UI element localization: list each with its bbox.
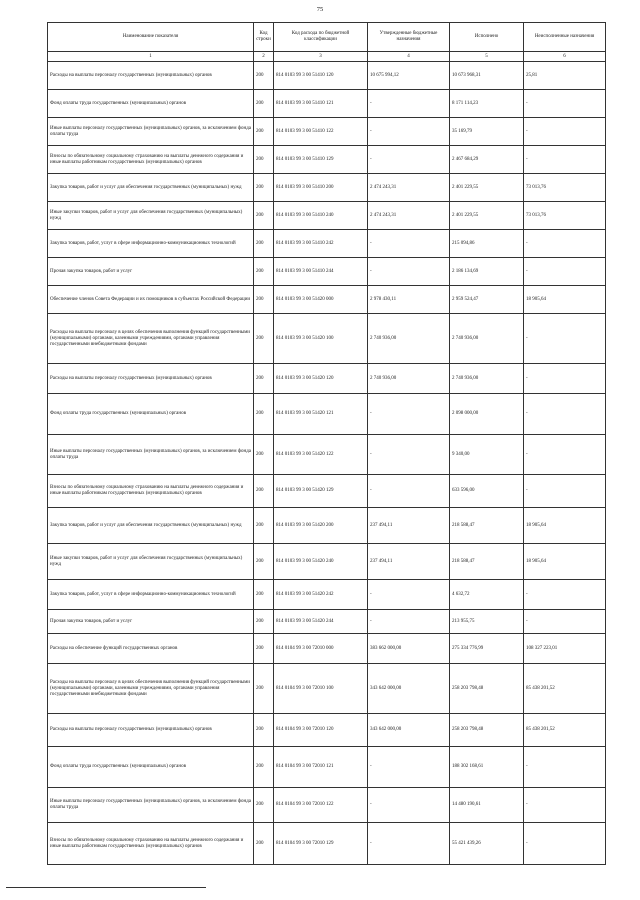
header-executed: Исполнено [450, 23, 524, 52]
indicator-name-cell: Взносы по обязательному социальному страхованию на выплаты денежного содержания и иные выплаты работникам государственных (муниципальных) органов [48, 475, 254, 508]
line-code-cell: 200 [254, 286, 274, 314]
line-code-cell: 200 [254, 475, 274, 508]
approved-amount-cell: - [368, 747, 450, 788]
table-row [48, 580, 606, 610]
expense-code-cell: 814 0103 99 3 00 51420 120 [274, 364, 368, 394]
expense-code-cell: 814 0103 99 3 00 51410 129 [274, 146, 368, 174]
executed-amount-cell: 55 421 439,26 [450, 823, 524, 865]
executed-amount-cell: 2 098 000,00 [450, 394, 524, 435]
executed-amount-cell: 258 203 798,48 [450, 714, 524, 747]
line-code-cell: 200 [254, 258, 274, 286]
executed-amount-cell: 10 673 968,31 [450, 62, 524, 90]
column-number: 3 [274, 52, 368, 62]
table-row [48, 634, 606, 664]
indicator-name-cell: Иные выплаты персоналу государственных (муниципальных) органов, за исключением фонда оплаты труда [48, 435, 254, 475]
table-row [48, 544, 606, 580]
approved-amount-cell: - [368, 823, 450, 865]
executed-amount-cell: 2 401 229,55 [450, 202, 524, 230]
executed-amount-cell: 2 401 229,55 [450, 174, 524, 202]
table-row [48, 202, 606, 230]
unexecuted-amount-cell: 18 905,64 [524, 508, 606, 544]
approved-amount-cell: - [368, 610, 450, 634]
unexecuted-amount-cell: - [524, 118, 606, 146]
table-row [48, 146, 606, 174]
executed-amount-cell: 2 740 936,00 [450, 364, 524, 394]
approved-amount-cell: 343 642 000,00 [368, 664, 450, 714]
expense-code-cell: 814 0103 99 3 00 51410 120 [274, 62, 368, 90]
line-code-cell: 200 [254, 544, 274, 580]
approved-amount-cell: - [368, 435, 450, 475]
executed-amount-cell: 2 740 936,00 [450, 314, 524, 364]
approved-amount-cell: 2 474 243,31 [368, 202, 450, 230]
page-number: 75 [316, 6, 324, 13]
table-row [48, 823, 606, 865]
expense-code-cell: 814 0103 99 3 00 51420 100 [274, 314, 368, 364]
line-code-cell: 200 [254, 118, 274, 146]
table-row [48, 747, 606, 788]
expense-code-cell: 814 0103 99 3 00 51410 244 [274, 258, 368, 286]
executed-amount-cell: 213 955,75 [450, 610, 524, 634]
indicator-name-cell: Взносы по обязательному социальному страхованию на выплаты денежного содержания и иные выплаты работникам государственных (муниципальных) органов [48, 146, 254, 174]
executed-amount-cell: 258 203 798,48 [450, 664, 524, 714]
approved-amount-cell: 383 662 000,00 [368, 634, 450, 664]
table-row [48, 435, 606, 475]
executed-amount-cell: 35 169,79 [450, 118, 524, 146]
column-number-row [48, 52, 606, 62]
line-code-cell: 200 [254, 580, 274, 610]
table-row [48, 788, 606, 823]
indicator-name-cell: Расходы на обеспечение функций государственных органов [48, 634, 254, 664]
indicator-name-cell: Прочая закупка товаров, работ и услуг [48, 610, 254, 634]
approved-amount-cell: - [368, 258, 450, 286]
executed-amount-cell: 2 186 134,69 [450, 258, 524, 286]
line-code-cell: 200 [254, 146, 274, 174]
executed-amount-cell: 8 171 114,23 [450, 90, 524, 118]
unexecuted-amount-cell: - [524, 314, 606, 364]
executed-amount-cell: 218 588,47 [450, 508, 524, 544]
executed-amount-cell: 2 467 684,29 [450, 146, 524, 174]
approved-amount-cell: - [368, 475, 450, 508]
approved-amount-cell: 237 494,11 [368, 544, 450, 580]
approved-amount-cell: 2 740 936,00 [368, 364, 450, 394]
line-code-cell: 200 [254, 314, 274, 364]
approved-amount-cell: 2 978 430,11 [368, 286, 450, 314]
indicator-name-cell: Взносы по обязательному социальному страхованию на выплаты денежного содержания и иные выплаты работникам государственных (муниципальных) органов [48, 823, 254, 865]
expense-code-cell: 814 0103 99 3 00 51410 242 [274, 230, 368, 258]
unexecuted-amount-cell: 108 327 223,01 [524, 634, 606, 664]
executed-amount-cell: 9 340,00 [450, 435, 524, 475]
column-number: 2 [254, 52, 274, 62]
line-code-cell: 200 [254, 230, 274, 258]
unexecuted-amount-cell: 85 438 201,52 [524, 714, 606, 747]
indicator-name-cell: Расходы на выплаты персоналу в целях обеспечения выполнения функций государственными (муниципальными) органами, казенными учреждениями, органами управления государственными внебюджетными фондами [48, 664, 254, 714]
approved-amount-cell: 237 494,11 [368, 508, 450, 544]
executed-amount-cell: 2 959 524,47 [450, 286, 524, 314]
indicator-name-cell: Иные закупки товаров, работ и услуг для обеспечения государственных (муниципальных) нужд [48, 202, 254, 230]
line-code-cell: 200 [254, 634, 274, 664]
unexecuted-amount-cell: - [524, 823, 606, 865]
indicator-name-cell: Иные закупки товаров, работ и услуг для обеспечения государственных (муниципальных) нужд [48, 544, 254, 580]
table-row [48, 90, 606, 118]
unexecuted-amount-cell: - [524, 90, 606, 118]
line-code-cell: 200 [254, 364, 274, 394]
approved-amount-cell: - [368, 580, 450, 610]
approved-amount-cell: - [368, 146, 450, 174]
table-row [48, 508, 606, 544]
executed-amount-cell: 633 596,00 [450, 475, 524, 508]
header-expense-code: Код расхода по бюджетной классификации [274, 23, 368, 52]
line-code-cell: 200 [254, 508, 274, 544]
indicator-name-cell: Фонд оплаты труда государственных (муниципальных) органов [48, 747, 254, 788]
indicator-name-cell: Прочая закупка товаров, работ и услуг [48, 258, 254, 286]
indicator-name-cell: Обеспечение членов Совета Федерации и их помощников в субъектах Российской Федерации [48, 286, 254, 314]
expense-code-cell: 814 0104 99 3 00 72010 100 [274, 664, 368, 714]
column-number: 5 [450, 52, 524, 62]
header-unexecuted: Неисполненные назначения [524, 23, 606, 52]
unexecuted-amount-cell: 18 905,64 [524, 286, 606, 314]
expense-code-cell: 814 0103 99 3 00 51410 121 [274, 90, 368, 118]
header-row [48, 23, 606, 52]
budget-execution-table [47, 22, 606, 865]
line-code-cell: 200 [254, 823, 274, 865]
table-body [48, 62, 606, 865]
expense-code-cell: 814 0103 99 3 00 51410 240 [274, 202, 368, 230]
table-row [48, 174, 606, 202]
indicator-name-cell: Закупка товаров, работ, услуг в сфере информационно-коммуникационных технологий [48, 580, 254, 610]
indicator-name-cell: Закупка товаров, работ и услуг для обеспечения государственных (муниципальных) нужд [48, 508, 254, 544]
unexecuted-amount-cell: - [524, 258, 606, 286]
header-line-code: Код строки [254, 23, 274, 52]
executed-amount-cell: 188 302 168,61 [450, 747, 524, 788]
expense-code-cell: 814 0103 99 3 00 51410 122 [274, 118, 368, 146]
indicator-name-cell: Закупка товаров, работ, услуг в сфере информационно-коммуникационных технологий [48, 230, 254, 258]
expense-code-cell: 814 0103 99 3 00 51420 121 [274, 394, 368, 435]
approved-amount-cell: 10 675 994,12 [368, 62, 450, 90]
unexecuted-amount-cell: - [524, 610, 606, 634]
table-row [48, 118, 606, 146]
line-code-cell: 200 [254, 788, 274, 823]
expense-code-cell: 814 0104 99 3 00 72010 120 [274, 714, 368, 747]
expense-code-cell: 814 0103 99 3 00 51420 122 [274, 435, 368, 475]
unexecuted-amount-cell: 18 905,64 [524, 544, 606, 580]
expense-code-cell: 814 0103 99 3 00 51420 200 [274, 508, 368, 544]
expense-code-cell: 814 0103 99 3 00 51420 129 [274, 475, 368, 508]
executed-amount-cell: 14 480 190,61 [450, 788, 524, 823]
indicator-name-cell: Фонд оплаты труда государственных (муниципальных) органов [48, 394, 254, 435]
expense-code-cell: 814 0103 99 3 00 51420 240 [274, 544, 368, 580]
unexecuted-amount-cell: 85 438 201,52 [524, 664, 606, 714]
table-row [48, 475, 606, 508]
header-approved: Утвержденные бюджетные назначения [368, 23, 450, 52]
executed-amount-cell: 215 094,86 [450, 230, 524, 258]
unexecuted-amount-cell: - [524, 747, 606, 788]
indicator-name-cell: Расходы на выплаты персоналу государственных (муниципальных) органов [48, 62, 254, 90]
indicator-name-cell: Иные выплаты персоналу государственных (муниципальных) органов, за исключением фонда оплаты труда [48, 788, 254, 823]
line-code-cell: 200 [254, 202, 274, 230]
line-code-cell: 200 [254, 664, 274, 714]
expense-code-cell: 814 0103 99 3 00 51420 242 [274, 580, 368, 610]
table-row [48, 258, 606, 286]
indicator-name-cell: Фонд оплаты труда государственных (муниципальных) органов [48, 90, 254, 118]
approved-amount-cell: 343 642 000,00 [368, 714, 450, 747]
executed-amount-cell: 218 588,47 [450, 544, 524, 580]
unexecuted-amount-cell: - [524, 146, 606, 174]
expense-code-cell: 814 0104 99 3 00 72010 121 [274, 747, 368, 788]
expense-code-cell: 814 0104 99 3 00 72010 000 [274, 634, 368, 664]
unexecuted-amount-cell: 73 013,76 [524, 174, 606, 202]
approved-amount-cell: 2 474 243,31 [368, 174, 450, 202]
table-row [48, 364, 606, 394]
unexecuted-amount-cell: - [524, 364, 606, 394]
table-row [48, 62, 606, 90]
expense-code-cell: 814 0103 99 3 00 51410 200 [274, 174, 368, 202]
table-row [48, 286, 606, 314]
table-row [48, 714, 606, 747]
unexecuted-amount-cell: - [524, 394, 606, 435]
executed-amount-cell: 4 632,72 [450, 580, 524, 610]
indicator-name-cell: Закупка товаров, работ и услуг для обеспечения государственных (муниципальных) нужд [48, 174, 254, 202]
approved-amount-cell: - [368, 394, 450, 435]
column-number: 1 [48, 52, 254, 62]
unexecuted-amount-cell: - [524, 435, 606, 475]
approved-amount-cell: - [368, 230, 450, 258]
indicator-name-cell: Расходы на выплаты персоналу государственных (муниципальных) органов [48, 714, 254, 747]
unexecuted-amount-cell: - [524, 475, 606, 508]
approved-amount-cell: 2 740 936,00 [368, 314, 450, 364]
table-row [48, 394, 606, 435]
unexecuted-amount-cell: - [524, 580, 606, 610]
line-code-cell: 200 [254, 610, 274, 634]
unexecuted-amount-cell: 73 013,76 [524, 202, 606, 230]
table-row [48, 314, 606, 364]
expense-code-cell: 814 0104 99 3 00 72010 129 [274, 823, 368, 865]
footer-divider [6, 887, 206, 888]
expense-code-cell: 814 0104 99 3 00 72010 122 [274, 788, 368, 823]
line-code-cell: 200 [254, 62, 274, 90]
unexecuted-amount-cell: - [524, 230, 606, 258]
approved-amount-cell: - [368, 90, 450, 118]
column-number: 6 [524, 52, 606, 62]
column-number: 4 [368, 52, 450, 62]
table-row [48, 230, 606, 258]
line-code-cell: 200 [254, 394, 274, 435]
indicator-name-cell: Расходы на выплаты персоналу государственных (муниципальных) органов [48, 364, 254, 394]
expense-code-cell: 814 0103 99 3 00 51420 000 [274, 286, 368, 314]
expense-code-cell: 814 0103 99 3 00 51420 244 [274, 610, 368, 634]
line-code-cell: 200 [254, 714, 274, 747]
table-row [48, 664, 606, 714]
line-code-cell: 200 [254, 90, 274, 118]
unexecuted-amount-cell: 25,81 [524, 62, 606, 90]
indicator-name-cell: Расходы на выплаты персоналу в целях обеспечения выполнения функций государственными (муниципальными) органами, казенными учреждениями, органами управления государственными внебюджетными фондами [48, 314, 254, 364]
table-row [48, 610, 606, 634]
indicator-name-cell: Иные выплаты персоналу государственных (муниципальных) органов, за исключением фонда оплаты труда [48, 118, 254, 146]
line-code-cell: 200 [254, 747, 274, 788]
unexecuted-amount-cell: - [524, 788, 606, 823]
line-code-cell: 200 [254, 435, 274, 475]
approved-amount-cell: - [368, 118, 450, 146]
header-indicator-name: Наименование показателя [48, 23, 254, 52]
executed-amount-cell: 275 334 776,99 [450, 634, 524, 664]
line-code-cell: 200 [254, 174, 274, 202]
approved-amount-cell: - [368, 788, 450, 823]
